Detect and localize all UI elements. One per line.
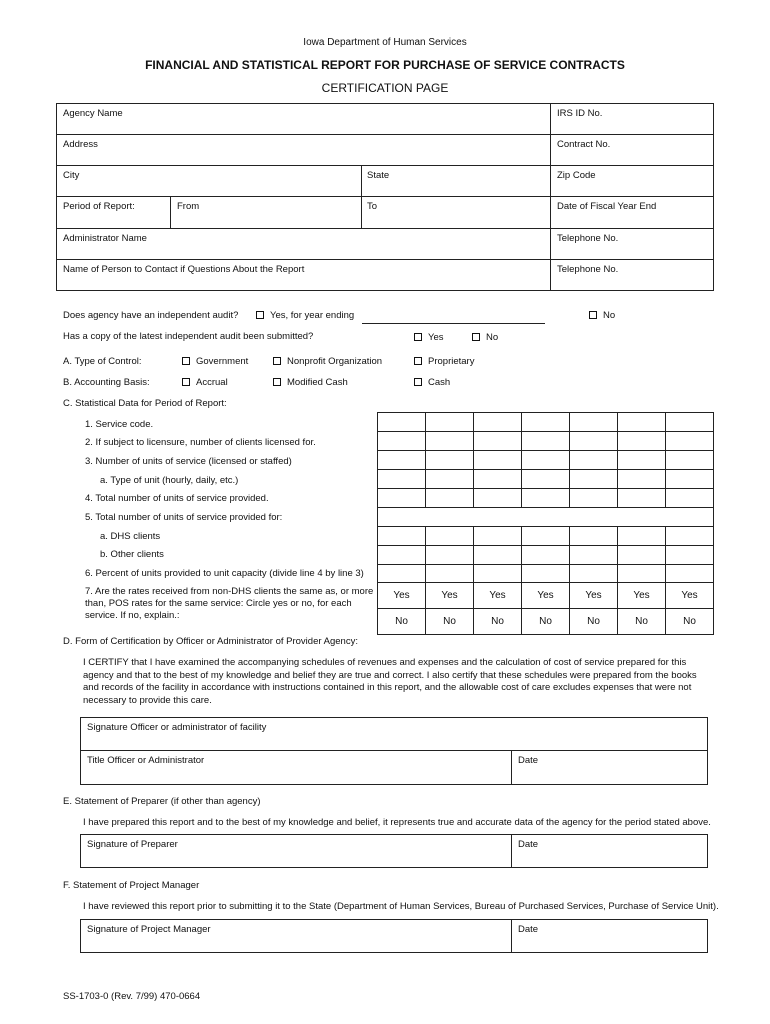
modified-cash-option[interactable]: Modified Cash xyxy=(273,377,348,388)
grid-cell[interactable] xyxy=(570,489,618,508)
period-of-report-label: Period of Report: xyxy=(63,201,135,212)
year-ending-line[interactable] xyxy=(362,323,545,324)
page-subtitle: CERTIFICATION PAGE xyxy=(321,81,449,95)
grid-cell[interactable] xyxy=(522,565,570,583)
line-7-label: 7. Are the rates received from non-DHS clients the same as, or more than, POS rates for the same service: Circle yes or no, for each service. If no, explain.: xyxy=(85,586,374,621)
officer-title-field[interactable]: Title Officer or Administrator xyxy=(87,755,205,766)
line-3-label: 3. Number of units of service (licensed or staffed) xyxy=(85,456,292,467)
grid-cell[interactable] xyxy=(570,565,618,583)
contact-telephone-field[interactable]: Telephone No. xyxy=(557,264,619,275)
submitted-no-option[interactable]: No xyxy=(472,332,498,343)
grid-cell[interactable] xyxy=(474,546,522,565)
grid-cell[interactable] xyxy=(474,413,522,432)
rate-yes-cell[interactable]: Yes xyxy=(426,583,474,609)
grid-cell[interactable] xyxy=(570,432,618,451)
line-5b-label: b. Other clients xyxy=(100,549,164,560)
grid-cell[interactable] xyxy=(426,489,474,508)
rate-no-cell[interactable]: No xyxy=(666,609,714,635)
grid-cell[interactable] xyxy=(522,413,570,432)
line-3a-label: a. Type of unit (hourly, daily, etc.) xyxy=(100,475,239,486)
nonprofit-option[interactable]: Nonprofit Organization xyxy=(273,356,382,367)
rate-yes-cell[interactable]: Yes xyxy=(570,583,618,609)
department-heading: Iowa Department of Human Services xyxy=(303,37,467,48)
statistics-grid xyxy=(377,412,714,635)
checkbox-icon[interactable] xyxy=(273,378,281,386)
line-6-label: 6. Percent of units provided to unit capacity (divide line 4 by line 3) xyxy=(85,568,364,579)
period-from-field[interactable]: From xyxy=(177,201,200,212)
project-manager-signature-field[interactable]: Signature of Project Manager xyxy=(87,924,211,935)
audit-question: Does agency have an independent audit? xyxy=(63,310,239,321)
grid-cell[interactable] xyxy=(378,432,426,451)
project-manager-date-field[interactable]: Date xyxy=(518,924,539,935)
grid-cell[interactable] xyxy=(570,451,618,470)
contract-no-field[interactable]: Contract No. xyxy=(557,139,611,150)
rate-yes-cell[interactable]: Yes xyxy=(522,583,570,609)
grid-cell[interactable] xyxy=(618,489,666,508)
line-5-label: 5. Total number of units of service provided for: xyxy=(85,512,283,523)
grid-cell[interactable] xyxy=(378,565,426,583)
form-title: FINANCIAL AND STATISTICAL REPORT FOR PURCHASE OF SERVICE CONTRACTS xyxy=(145,58,625,72)
rate-yes-cell[interactable]: Yes xyxy=(618,583,666,609)
grid-cell[interactable] xyxy=(618,565,666,583)
grid-cell[interactable] xyxy=(474,470,522,489)
rate-no-cell[interactable]: No xyxy=(618,609,666,635)
city-field[interactable]: City xyxy=(63,170,80,181)
grid-cell[interactable] xyxy=(474,565,522,583)
grid-cell[interactable] xyxy=(666,451,714,470)
checkbox-icon[interactable] xyxy=(414,357,422,365)
audit-submitted-question: Has a copy of the latest independent audit been submitted? xyxy=(63,331,314,342)
project-manager-text: I have reviewed this report prior to submitting it to the State (Department of Human Services, Bureau of Purchased Services, Purchase of Service Unit). xyxy=(83,901,719,912)
audit-no-option[interactable]: No xyxy=(589,310,615,321)
zip-code-field[interactable]: Zip Code xyxy=(557,170,596,181)
submitted-yes-option[interactable]: Yes xyxy=(414,332,444,343)
fiscal-year-end-field[interactable]: Date of Fiscal Year End xyxy=(557,201,657,212)
grid-spacer-cell xyxy=(378,508,714,527)
checkbox-icon[interactable] xyxy=(472,333,480,341)
rate-no-cell[interactable]: No xyxy=(522,609,570,635)
grid-cell[interactable] xyxy=(378,470,426,489)
preparer-signature-field[interactable]: Signature of Preparer xyxy=(87,839,178,850)
line-1-label: 1. Service code. xyxy=(85,419,154,430)
grid-cell[interactable] xyxy=(666,432,714,451)
statistical-data-label: C. Statistical Data for Period of Report: xyxy=(63,398,227,409)
government-option[interactable]: Government xyxy=(182,356,248,367)
accounting-basis-label: B. Accounting Basis: xyxy=(63,377,150,388)
state-field[interactable]: State xyxy=(367,170,390,181)
grid-cell[interactable] xyxy=(666,565,714,583)
checkbox-icon[interactable] xyxy=(182,378,190,386)
grid-cell[interactable] xyxy=(474,451,522,470)
grid-cell[interactable] xyxy=(618,470,666,489)
grid-cell[interactable] xyxy=(522,527,570,546)
grid-cell[interactable] xyxy=(378,413,426,432)
grid-cell[interactable] xyxy=(426,470,474,489)
officer-signature-field[interactable]: Signature Officer or administrator of facility xyxy=(87,722,267,733)
form-number: SS-1703-0 (Rev. 7/99) 470-0664 xyxy=(63,991,201,1002)
line-5a-label: a. DHS clients xyxy=(100,531,161,542)
rate-yes-cell[interactable]: Yes xyxy=(474,583,522,609)
grid-cell[interactable] xyxy=(378,489,426,508)
checkbox-icon[interactable] xyxy=(414,378,422,386)
checkbox-icon[interactable] xyxy=(182,357,190,365)
checkbox-icon[interactable] xyxy=(414,333,422,341)
type-of-control-label: A. Type of Control: xyxy=(63,356,142,367)
rate-no-cell[interactable]: No xyxy=(378,609,426,635)
grid-cell[interactable] xyxy=(522,432,570,451)
checkbox-icon[interactable] xyxy=(273,357,281,365)
contact-person-field[interactable]: Name of Person to Contact if Questions About the Report xyxy=(63,264,305,275)
grid-cell[interactable] xyxy=(570,413,618,432)
administrator-telephone-field[interactable]: Telephone No. xyxy=(557,233,619,244)
officer-date-field[interactable]: Date xyxy=(518,755,539,766)
line-4-label: 4. Total number of units of service provided. xyxy=(85,493,269,504)
grid-cell[interactable] xyxy=(378,451,426,470)
administrator-name-field[interactable]: Administrator Name xyxy=(63,233,147,244)
grid-cell[interactable] xyxy=(426,413,474,432)
irs-id-field[interactable]: IRS ID No. xyxy=(557,108,603,119)
preparer-date-field[interactable]: Date xyxy=(518,839,539,850)
grid-cell[interactable] xyxy=(570,527,618,546)
grid-cell[interactable] xyxy=(522,451,570,470)
grid-cell[interactable] xyxy=(522,546,570,565)
line-2-label: 2. If subject to licensure, number of clients licensed for. xyxy=(85,437,316,448)
rate-no-cell[interactable]: No xyxy=(570,609,618,635)
certification-label: D. Form of Certification by Officer or Administrator of Provider Agency: xyxy=(63,636,358,647)
agency-name-field[interactable]: Agency Name xyxy=(63,108,123,119)
grid-cell[interactable] xyxy=(378,527,426,546)
certification-text: I CERTIFY that I have examined the accompanying schedules of revenues and expenses and the calculation of cost of service prepared for this agency and that to the best of my knowledge and belief they are true and correct. I also certify that these schedules were prepared from the books and records of the facility in accordance with instructions contained in this report, and the allowable cost of care excludes expenses that were not necessary to provide this care. xyxy=(83,657,697,706)
accrual-option[interactable]: Accrual xyxy=(182,377,228,388)
grid-cell[interactable] xyxy=(618,527,666,546)
audit-yes-option[interactable]: Yes, for year ending xyxy=(256,310,354,321)
grid-cell[interactable] xyxy=(666,489,714,508)
address-field[interactable]: Address xyxy=(63,139,98,150)
grid-cell[interactable] xyxy=(426,432,474,451)
grid-cell[interactable] xyxy=(618,413,666,432)
grid-cell[interactable] xyxy=(426,451,474,470)
rate-yes-cell[interactable]: Yes xyxy=(378,583,426,609)
grid-cell[interactable] xyxy=(618,432,666,451)
preparer-text: I have prepared this report and to the best of my knowledge and belief, it represents true and accurate data of the agency for the period stated above. xyxy=(83,817,711,828)
grid-cell[interactable] xyxy=(666,413,714,432)
grid-cell[interactable] xyxy=(570,470,618,489)
project-manager-label: F. Statement of Project Manager xyxy=(63,880,200,891)
period-to-field[interactable]: To xyxy=(367,201,378,212)
grid-cell[interactable] xyxy=(618,451,666,470)
grid-cell[interactable] xyxy=(666,546,714,565)
grid-cell[interactable] xyxy=(666,527,714,546)
rate-yes-cell[interactable]: Yes xyxy=(666,583,714,609)
grid-cell[interactable] xyxy=(378,546,426,565)
proprietary-option[interactable]: Proprietary xyxy=(414,356,474,367)
grid-cell[interactable] xyxy=(474,489,522,508)
grid-cell[interactable] xyxy=(666,470,714,489)
grid-cell[interactable] xyxy=(474,527,522,546)
checkbox-icon[interactable] xyxy=(589,311,597,319)
preparer-label: E. Statement of Preparer (if other than agency) xyxy=(63,796,261,807)
grid-cell[interactable] xyxy=(618,546,666,565)
grid-cell[interactable] xyxy=(522,470,570,489)
grid-cell[interactable] xyxy=(426,565,474,583)
grid-cell[interactable] xyxy=(522,489,570,508)
rate-no-cell[interactable]: No xyxy=(426,609,474,635)
agency-info-table xyxy=(56,103,714,291)
cash-option[interactable]: Cash xyxy=(414,377,450,388)
grid-cell[interactable] xyxy=(474,432,522,451)
checkbox-icon[interactable] xyxy=(256,311,264,319)
grid-cell[interactable] xyxy=(426,546,474,565)
grid-cell[interactable] xyxy=(570,546,618,565)
rate-no-cell[interactable]: No xyxy=(474,609,522,635)
grid-cell[interactable] xyxy=(426,527,474,546)
